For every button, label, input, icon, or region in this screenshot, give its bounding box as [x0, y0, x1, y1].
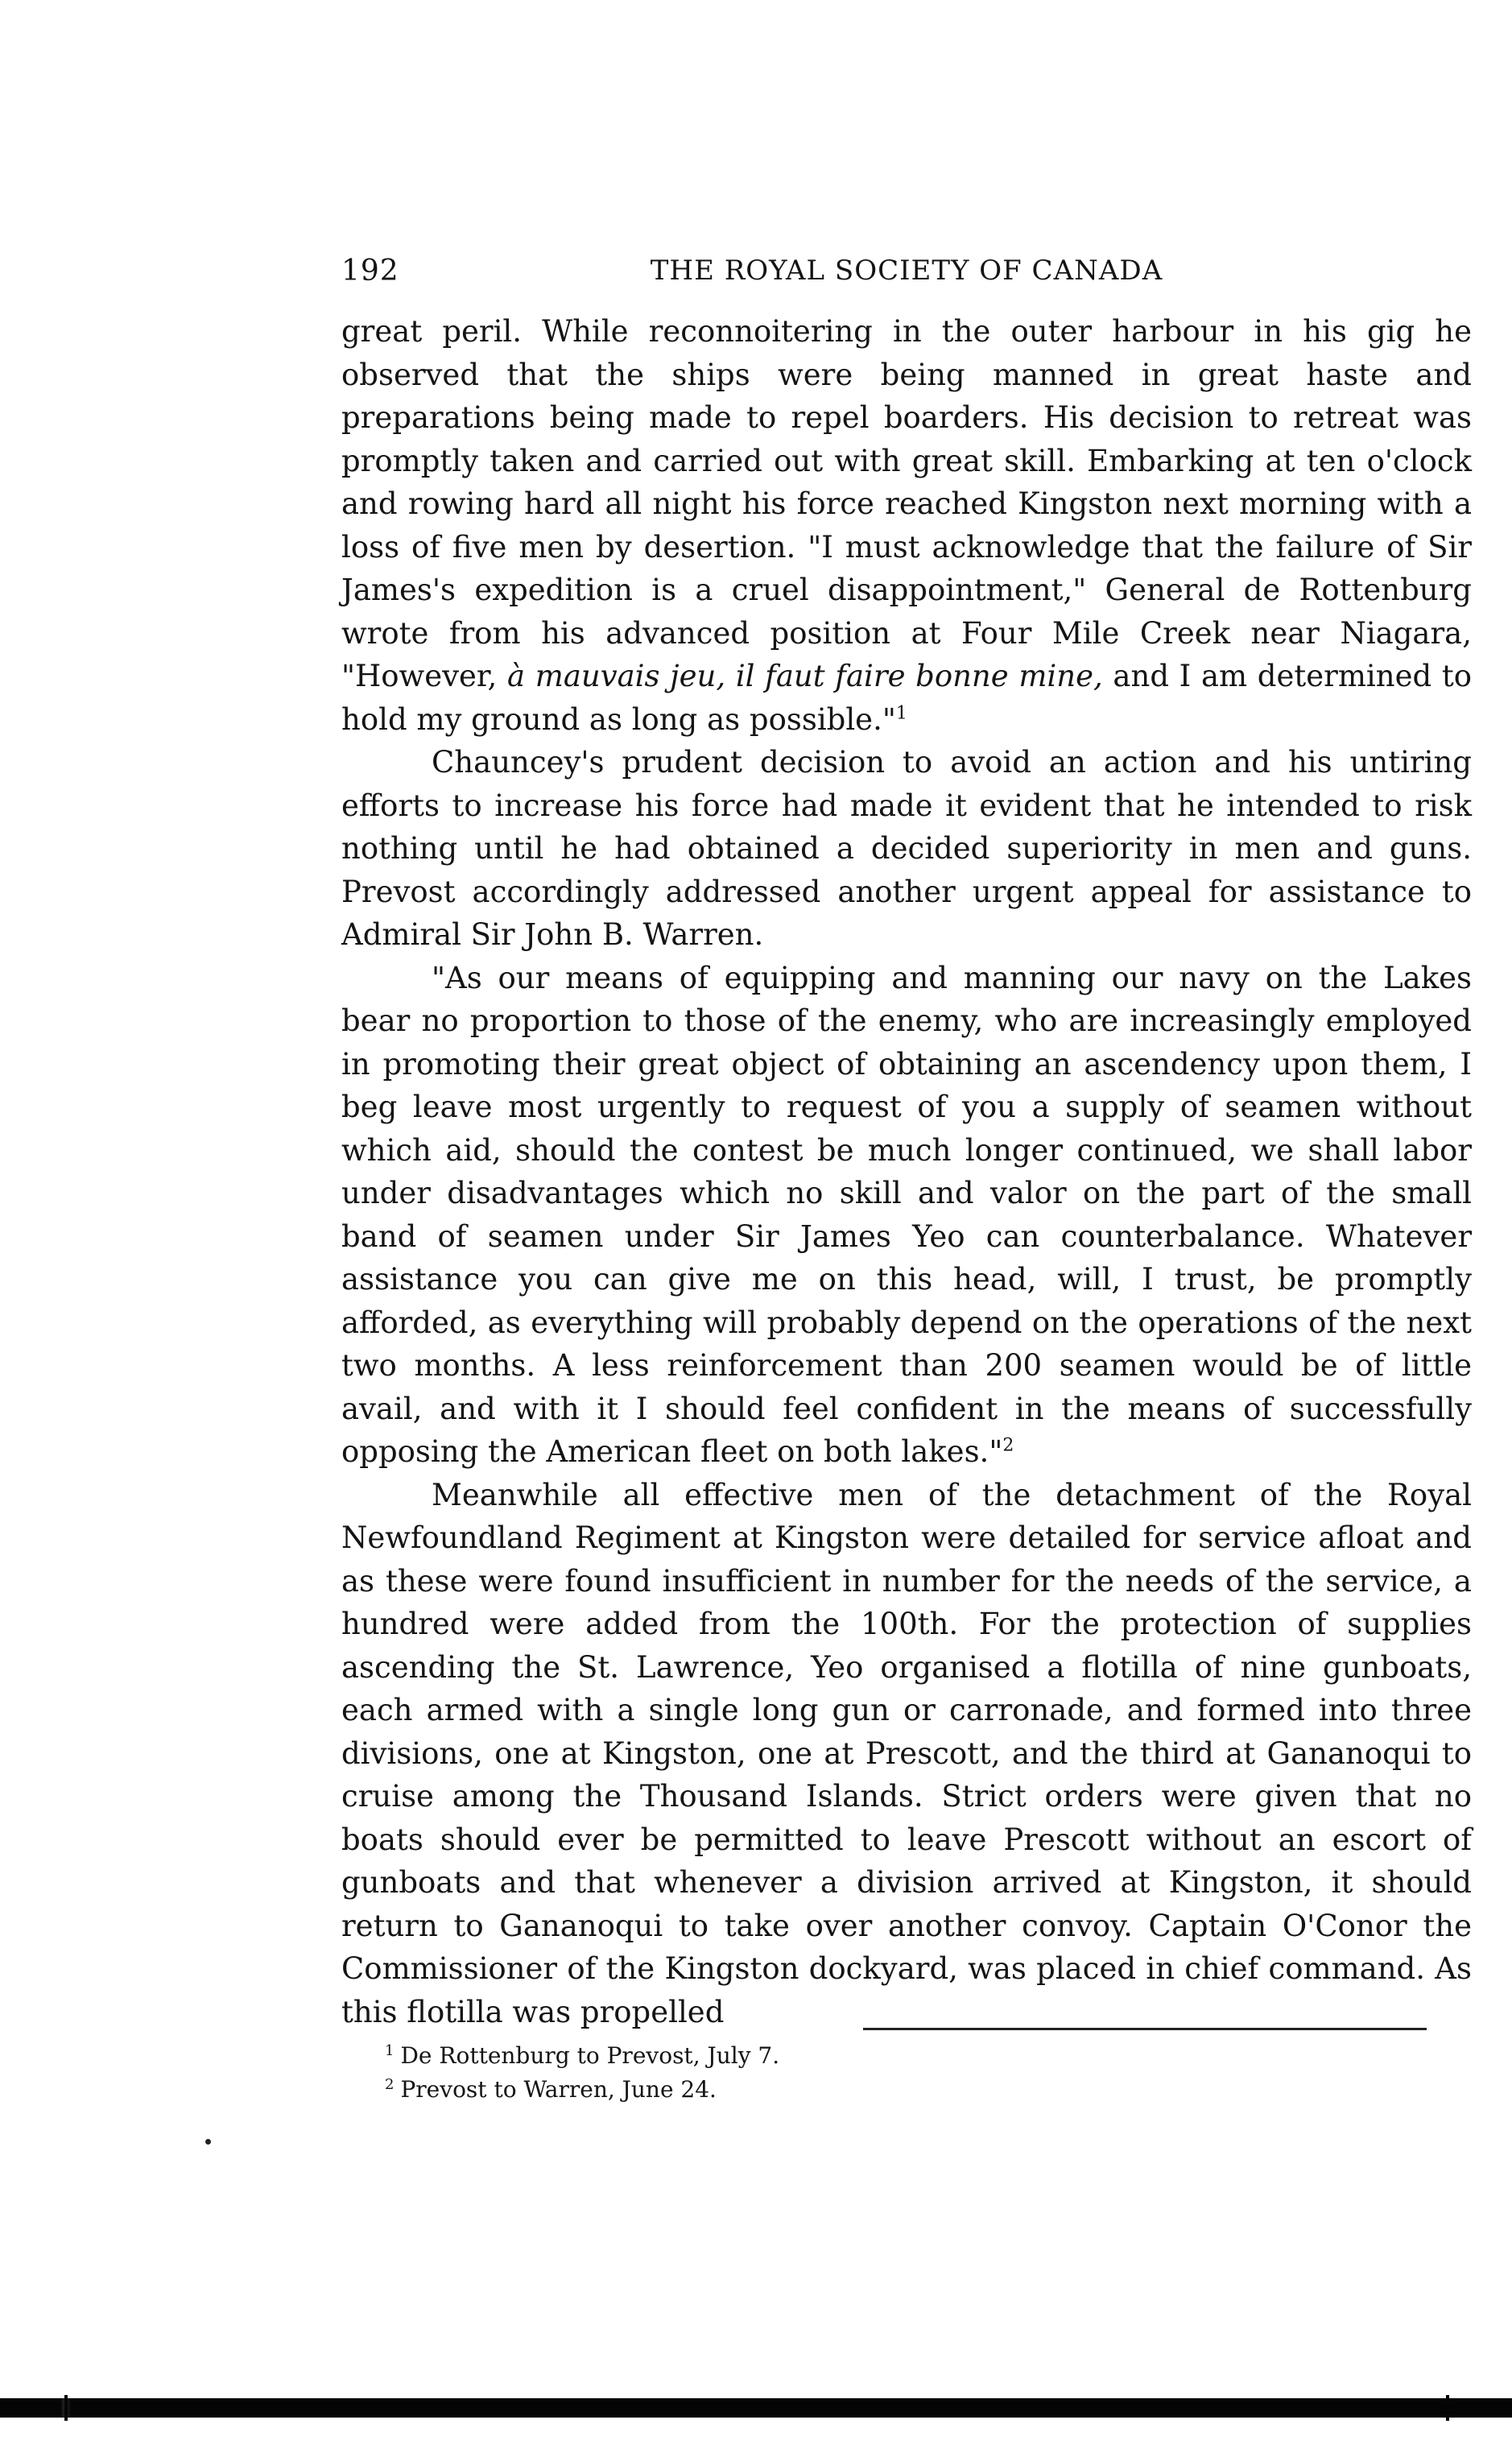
paragraph-3-quotation — [341, 957, 1472, 1474]
footnote-divider — [863, 2028, 1427, 2030]
paragraph-4: Meanwhile all effective men of the detachment of the Royal Newfoundland Regiment at Kingston were detailed for service afloat and as these were found insufficient in number for the needs of the service, a hundred were added from the 100th. For the protection of supplies ascending the St. Lawrence, Yeo organised a flotilla of nine gunboats, each armed with a single long gun or carronade, and formed into three divisions, one at Kingston, one at Prescott, and the third at Gananoqui to cruise among the Thousand Islands. Strict orders were given that no boats should ever be permitted to leave Prescott without an escort of gunboats and that whenever a division arrived at Kingston, it should return to Gananoqui to take over another convoy. Captain O'Conor the Commissioner of the Kingston dockyard, was placed in chief command. As this flotilla was propelled — [341, 1477, 1472, 2029]
body-text — [341, 310, 1472, 2033]
footnote-2 — [385, 2073, 779, 2107]
footnote-2-mark: 2 — [385, 2075, 395, 2093]
footnote-2-text: Prevost to Warren, June 24. — [400, 2076, 717, 2103]
paragraph-1-text: great peril. While reconnoitering in the outer harbour in his gig he observed that the ships were being manned in great haste and preparations being made to repel boarders. His decision to retreat was promptly taken and carried out with great skill. Embarking at ten o'clock and rowing hard all night his force reached Kingston next morning with a loss of five men by desertion. "I must acknowledge that the failure of Sir James's expedition is a cruel disappointment," General de Rottenburg wrote from his advanced position at Four Mile Creek near Niagara, "However, — [341, 314, 1472, 693]
footnote-1-mark: 1 — [385, 2041, 395, 2059]
paragraph-1 — [341, 310, 1472, 741]
french-quote: à mauvais jeu, il faut faire bonne mine, — [507, 659, 1103, 693]
scan-edge-tick — [64, 2395, 68, 2421]
footnote-ref-2: 2 — [1002, 1435, 1014, 1456]
scan-edge-bar — [0, 2398, 1512, 2418]
footnotes — [385, 2039, 779, 2107]
paragraph-3-text: "As our means of equipping and manning our navy on the Lakes bear no proportion to those of the enemy, who are increasingly employed in promoting their great object of obtaining an ascendency upon them, I beg leave most urgently to request of you a supply of seamen without which aid, should the contest be much longer continued, we shall labor under disadvantages which no skill and valor on the part of the small band of seamen under Sir James Yeo can counterbalance. Whatever assistance you can give me on this head, will, I trust, be promptly afforded, as everything will probably depend on the operations of the next two months. A less reinforcement than 200 seamen would be of little avail, and with it I should feel confident in the means of successfully opposing the American fleet on both lakes." — [341, 960, 1472, 1469]
scan-edge-tick — [1446, 2395, 1449, 2421]
footnote-ref-1: 1 — [895, 703, 907, 724]
scan-speck — [205, 2139, 211, 2145]
running-title: THE ROYAL SOCIETY OF CANADA — [650, 254, 1163, 287]
page-number: 192 — [341, 254, 399, 287]
paragraph-2: Chauncey's prudent decision to avoid an action and his untiring efforts to increase his force had made it evident that he intended to risk nothing until he had obtained a decided superiority in men and guns. Prevost accordingly addressed another urgent appeal for assistance to Admiral Sir John B. Warren. — [341, 745, 1472, 952]
footnote-1 — [385, 2039, 779, 2073]
page-header — [341, 254, 1472, 300]
footnote-1-text: De Rottenburg to Prevost, July 7. — [400, 2042, 780, 2069]
paragraph-1-text-end: and I am determined to hold my ground as long as possible." — [341, 659, 1472, 737]
